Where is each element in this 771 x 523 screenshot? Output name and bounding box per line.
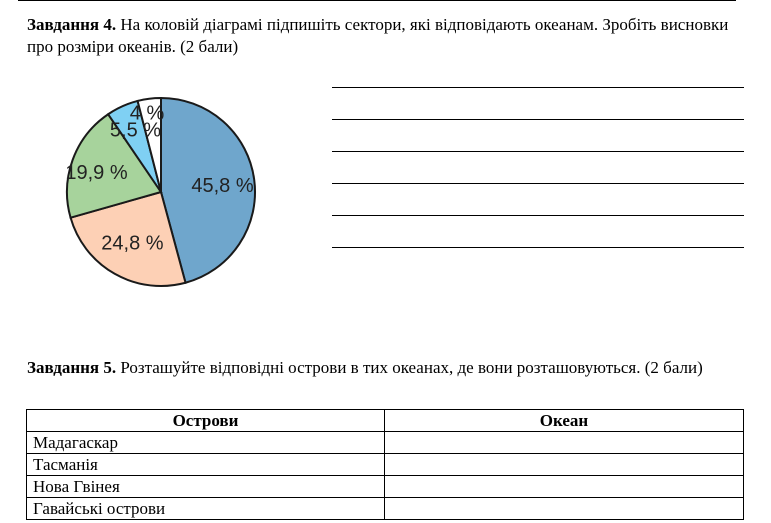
pie-label-5: 4 % [129, 102, 165, 125]
answer-line-1[interactable] [332, 87, 744, 88]
ocean-answer-cell[interactable] [385, 476, 744, 498]
islands-table [26, 409, 744, 520]
island-name: Мадагаскар [27, 432, 385, 454]
answer-line-6[interactable] [332, 247, 744, 248]
answer-line-5[interactable] [332, 215, 744, 216]
task-4-text [27, 14, 747, 58]
header-ocean: Океан [385, 410, 744, 432]
answer-line-4[interactable] [332, 183, 744, 184]
ocean-answer-cell[interactable] [385, 498, 744, 520]
task-5-number: Завдання 5. [27, 358, 117, 377]
pie-label-2: 24,8 % [101, 232, 164, 255]
table-header-row [27, 410, 744, 432]
pie-chart-svg [55, 92, 265, 292]
pie-label-3: 19,9 % [65, 162, 128, 185]
pie-label-4: 5,5 % [109, 119, 162, 142]
table-row [27, 454, 744, 476]
task-4-number: Завдання 4. [27, 15, 117, 34]
top-rule [18, 0, 736, 1]
island-name: Нова Гвінея [27, 476, 385, 498]
task-4-body: На коловій діаграмі підпишіть сектори, які відповідають океанам. Зробіть висновки про розміри океанів. (2 бали) [27, 15, 729, 56]
answer-line-3[interactable] [332, 151, 744, 152]
table-row [27, 432, 744, 454]
table-row [27, 498, 744, 520]
island-name: Тасманія [27, 454, 385, 476]
answer-line-2[interactable] [332, 119, 744, 120]
task-5-body: Розташуйте відповідні острови в тих океанах, де вони розташовуються. (2 бали) [116, 358, 703, 377]
table-row [27, 476, 744, 498]
ocean-answer-cell[interactable] [385, 454, 744, 476]
header-islands: Острови [27, 410, 385, 432]
island-name: Гавайські острови [27, 498, 385, 520]
task-5-text [27, 357, 747, 379]
pie-label-1: 45,8 % [191, 175, 254, 198]
ocean-pie-chart [55, 92, 265, 292]
ocean-answer-cell[interactable] [385, 432, 744, 454]
